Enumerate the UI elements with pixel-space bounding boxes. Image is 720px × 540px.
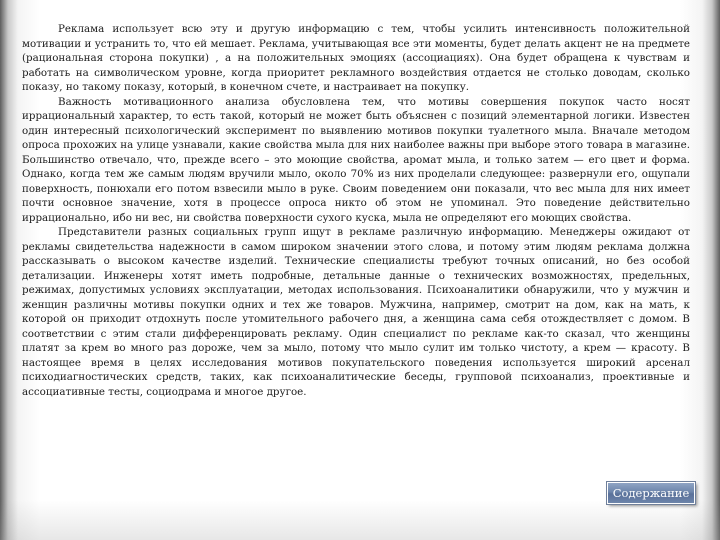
contents-button[interactable]: Содержание [607,482,695,504]
paragraph-2: Важность мотивационного анализа обусловлена тем, что мотивы совершения покупок часто носят иррациональный характер, то есть такой, который не может быть объяснен с позиций элементарной логики. Известен один интересный психологический эксперимент по выявлению мотивов покупки туалетного мыла. Вначале методом опроса прохожих на улице узнавали, какие свойства мыла для них наиболее важны при выборе этого товара в магазине. Большинство отвечало, что, прежде всего – это моющие свойства, аромат мыла, и только затем — его цвет и форма. Однако, когда тем же самым людям вручили мыло, около 70% из них проделали следующее: развернули его, ощупали поверхность, понюхали его потом взвесили мыло в руке. Своим поведением они показали, что вес мыла для них имеет почти основное значение, хотя в процессе опроса никто об этом не упоминал. Это поведение действительно иррационально, ибо ни вес, ни свойства поверхности сухого куска, мыла не определяют его моющих свойства. [22,95,690,224]
paragraph-3: Представители разных социальных групп ищут в рекламе различную информацию. Менеджеры ожидают от рекламы свидетельства надежности в самом широком значении этого слова, и потому этим людям реклама должна рассказывать о высоком качестве изделий. Технические специалисты требуют точных описаний, но без особой детализации. Инженеры хотят иметь подробные, детальные данные о технических возможностях, предельных, режимах, допустимых условиях эксплуатации, методах использования. Психоаналитики обнаружили, что у мужчин и женщин различны мотивы покупки одних и тех же товаров. Мужчина, например, смотрит на дом, как на мать, к которой он приходит отдохнуть после утомительного рабочего дня, а женщина сама себя отождествляет с домом. В соответствии с этим стали дифференцировать рекламу. Один специалист по рекламе как-то сказал, что женщины платят за крем во много раз дороже, чем за мыло, потому что мыло сулит им только чистоту, а крем — красоту. В настоящее время в целях исследования мотивов покупательского поведения используется широкий арсенал психодиагностических средств, таких, как психоаналитические беседы, групповой психоанализ, проективные и ассоциативные тесты, социодрама и многое другое. [22,226,690,398]
paragraph-1: Реклама использует всю эту и другую информацию с тем, чтобы усилить интенсивность положительной мотивации и устранить то, что ей мешает. Реклама, учитывающая все эти моменты, будет делать акцент не на предмете (рациональная сторона покупки) , а на положительных эмоциях (ассоциациях). Она будет обращена к чувствам и работать на символическом уровне, когда приоритет рекламного воздействия отдается не столько доводам, сколько показу, но такому показу, который, в конечном счете, и настраивает на покупку. [22,23,690,93]
text-block [22,22,690,399]
